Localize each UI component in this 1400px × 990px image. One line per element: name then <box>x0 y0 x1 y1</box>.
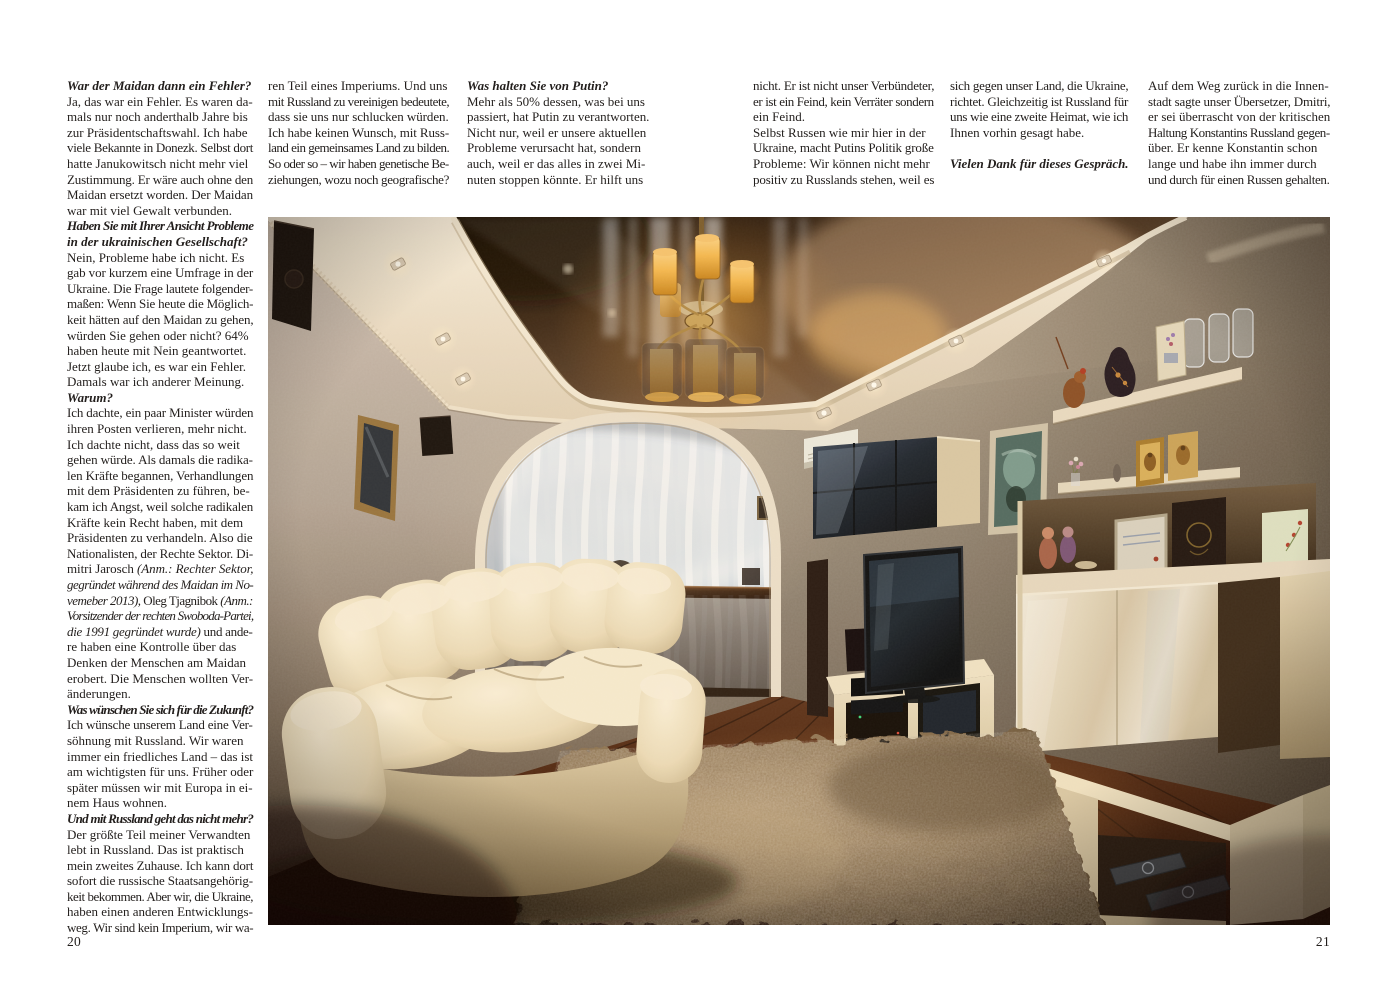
photo-overlays <box>268 217 1330 925</box>
text-line: am wichtigsten für uns. Früher oder <box>67 764 254 780</box>
text-line: Ihnen vorhin gesagt habe. <box>950 124 1085 140</box>
paragraph-answer <box>67 405 253 701</box>
text-line: kam ich Angst, weil solche radikalen <box>67 499 254 515</box>
text-line: Ich dachte, ein paar Minister würden <box>67 405 254 421</box>
article-column-2 <box>268 78 449 187</box>
text-line: war mit viel Gewalt verbunden. <box>67 202 232 218</box>
text-line: dass sie uns nur schlucken würden. <box>268 109 449 125</box>
text-line: in der ukrainischen Gesellschaft? <box>67 233 248 249</box>
text-line: uns wie eine zweite Heimat, wie ich <box>950 109 1129 125</box>
text-line: ziehungen, wozu noch geografische? <box>268 171 450 187</box>
text-line: re haben eine Kontrolle über das <box>67 639 237 655</box>
text-line: keit bekommen. Aber wir, die Ukraine, <box>67 888 254 904</box>
text-line: Maidan ersetzt worden. Der Maidan <box>67 187 254 203</box>
text-line: lange und habe ihn immer durch <box>1148 155 1317 171</box>
text-line: Nein, Probleme habe ich nicht. Es <box>67 249 245 265</box>
text-line: Was wünschen Sie sich für die Zukunft? <box>67 701 254 717</box>
article-column-4 <box>753 78 934 187</box>
text-line: auch, weil er das alles in zwei Mi- <box>467 155 646 171</box>
paragraph-answer <box>950 78 1128 140</box>
text-line: Mehr als 50% dessen, was bei uns <box>467 93 645 109</box>
text-line: positiv zu Russlands stehen, weil es <box>753 171 935 187</box>
text-line: gegründet während des Maidan im No- <box>67 577 254 592</box>
text-line: sich gegen unser Land, die Ukraine, <box>950 78 1129 93</box>
text-line: mit Russland zu vereinigen bedeutete, <box>268 93 450 109</box>
text-line: später müssen wir mit Europa in ei- <box>67 779 253 795</box>
text-line: die 1991 gegründet wurde) und ande- <box>67 623 253 639</box>
paragraph-question <box>67 390 253 406</box>
text-line: über. Er kenne Konstantin schon <box>1148 140 1318 156</box>
text-line: nem Haus wohnen. <box>67 795 168 811</box>
text-line: Jetzt glaube ich, es war ein Fehler. <box>67 358 247 374</box>
text-line: War der Maidan dann ein Fehler? <box>67 78 252 93</box>
text-line: er ist ein Feind, kein Verräter sondern <box>753 93 934 109</box>
article-column-3 <box>467 78 649 187</box>
text-line: So oder so – wir haben genetische Be- <box>268 155 449 171</box>
text-line: Vielen Dank für dieses Gespräch. <box>950 155 1129 171</box>
text-line: mein zweites Zuhause. Ich kann dort <box>67 857 254 873</box>
paragraph-answer <box>268 78 449 187</box>
paragraph-answer <box>67 94 253 219</box>
paragraph-answer <box>67 250 253 390</box>
text-line: gab vor kurzem eine Umfrage in der <box>67 265 254 281</box>
text-line: Ukraine, macht Putins Politik große <box>753 140 934 156</box>
paragraph-thanks <box>950 156 1128 172</box>
text-line: Nationalisten, der Rechte Sektor. Di- <box>67 545 254 561</box>
text-line: nuten stoppen könnte. Er hilft uns <box>467 171 644 187</box>
article-column-5 <box>950 78 1128 172</box>
paragraph-question <box>67 811 253 827</box>
text-line: würden Sie gehen oder nicht? 64% <box>67 327 249 343</box>
text-line: immer ein friedliches Land – das ist <box>67 748 254 764</box>
text-line: haben heute mit Nein geantwortet. <box>67 343 247 359</box>
text-line: len Kräfte begannen, Verhandlungen <box>67 467 254 483</box>
text-line: zur Präsidentschaftswahl. Ich habe <box>67 124 248 140</box>
text-line: mit dem Präsidenten zu führen, be- <box>67 483 250 499</box>
paragraph-answer <box>753 78 934 125</box>
paragraph-question <box>67 702 253 718</box>
paragraph-question <box>67 78 253 94</box>
text-line: maßen: Wenn Sie heute die Möglich- <box>67 296 254 312</box>
text-line: änderungen. <box>67 686 131 702</box>
paragraph-question <box>467 78 649 94</box>
text-line: land ein gemeinsames Land zu bilden. <box>268 140 450 156</box>
text-line: ren Teil eines Imperiums. Und uns <box>268 78 448 93</box>
text-line: Nicht nur, weil er unsere aktuellen <box>467 124 647 140</box>
text-line: Ja, das war ein Fehler. Es waren da- <box>67 93 253 109</box>
text-line: keit hätten auf den Maidan zu gehen, <box>67 311 254 327</box>
paragraph-answer <box>1148 78 1330 187</box>
text-line: mitri Jarosch (Anm.: Rechter Sektor, <box>67 561 254 577</box>
article-column-1 <box>67 78 253 940</box>
page-number-right: 21 <box>1315 934 1330 949</box>
text-line: erobert. Die Menschen wollten Ver- <box>67 670 254 686</box>
text-line: Vorsitzender der rechten Swoboda-Partei, <box>67 608 254 624</box>
text-line: Ich wünsche unserem Land eine Ver- <box>67 717 253 733</box>
text-line: söhnung mit Russland. Wir waren <box>67 732 244 748</box>
text-line: richtet. Gleichzeitig ist Russland für <box>950 93 1129 109</box>
paragraph-question <box>67 218 253 249</box>
text-line: Und mit Russland geht das nicht mehr? <box>67 810 254 826</box>
text-line: Warum? <box>67 389 113 405</box>
text-line: und durch für einen Russen gehalten. <box>1148 171 1330 187</box>
text-line: viele Bekannte in Donezk. Selbst dort <box>67 140 254 156</box>
paragraph-answer <box>67 717 253 811</box>
page-number-left: 20 <box>67 934 82 949</box>
paragraph-answer <box>467 94 649 188</box>
text-line: ihren Posten verlieren, mehr nicht. <box>67 421 247 437</box>
text-line: gehen würde. Als damals die radika- <box>67 452 253 468</box>
text-line: Probleme: Wir können nicht mehr <box>753 155 930 171</box>
text-line: Der größte Teil meiner Verwandten <box>67 826 251 842</box>
text-line: Haltung Konstantins Russland gegen- <box>1148 124 1330 140</box>
text-line: Haben Sie mit Ihrer Ansicht Probleme <box>67 218 254 234</box>
text-line: lebt in Russland. Das ist praktisch <box>67 842 244 858</box>
text-line: Denken der Menschen am Maidan <box>67 654 247 670</box>
paragraph-answer <box>753 125 934 187</box>
text-line: hatte Janukowitsch nicht mehr viel <box>67 155 249 171</box>
text-line: mals nur noch anderthalb Jahre bis <box>67 109 248 125</box>
text-line: nicht. Er ist nicht unser Verbündeter, <box>753 78 935 93</box>
article-column-6 <box>1148 78 1330 187</box>
text-line: Was halten Sie von Putin? <box>467 78 609 93</box>
text-line: Damals war ich anderer Meinung. <box>67 374 245 390</box>
text-line: Ich habe keinen Wunsch, mit Russ- <box>268 124 450 140</box>
text-line: Präsidenten zu verhandeln. Also die <box>67 530 253 546</box>
paragraph-answer <box>67 827 253 936</box>
text-line: sofort die russische Staatsangehörig- <box>67 873 253 889</box>
text-line: Ukraine. Die Frage lautete folgender- <box>67 280 254 296</box>
text-line: passiert, hat Putin zu verantworten. <box>467 109 650 125</box>
text-line: weg. Wir sind kein Imperium, wir wa- <box>67 920 254 936</box>
text-line: haben einen anderen Entwicklungs- <box>67 904 253 920</box>
living-room-photo <box>268 217 1330 925</box>
text-line: Zustimmung. Er wäre auch ohne den <box>67 171 254 187</box>
text-line: stadt sagte unser Übersetzer, Dmitri, <box>1148 93 1331 109</box>
text-line: Auf dem Weg zurück in die Innen- <box>1148 78 1329 93</box>
text-line: Kräfte kein Recht haben, mit dem <box>67 514 244 530</box>
text-line: vemeber 2013), Oleg Tjagnibok (Anm.: <box>67 592 253 608</box>
text-line: Ich dachte nicht, dass das so weit <box>67 436 240 452</box>
text-line: Probleme verursacht hat, sondern <box>467 140 642 156</box>
text-line: ein Feind. <box>753 109 805 125</box>
text-line: er sei überrascht von der kritischen <box>1148 109 1331 125</box>
text-line: Selbst Russen wie mir hier in der <box>753 124 926 140</box>
